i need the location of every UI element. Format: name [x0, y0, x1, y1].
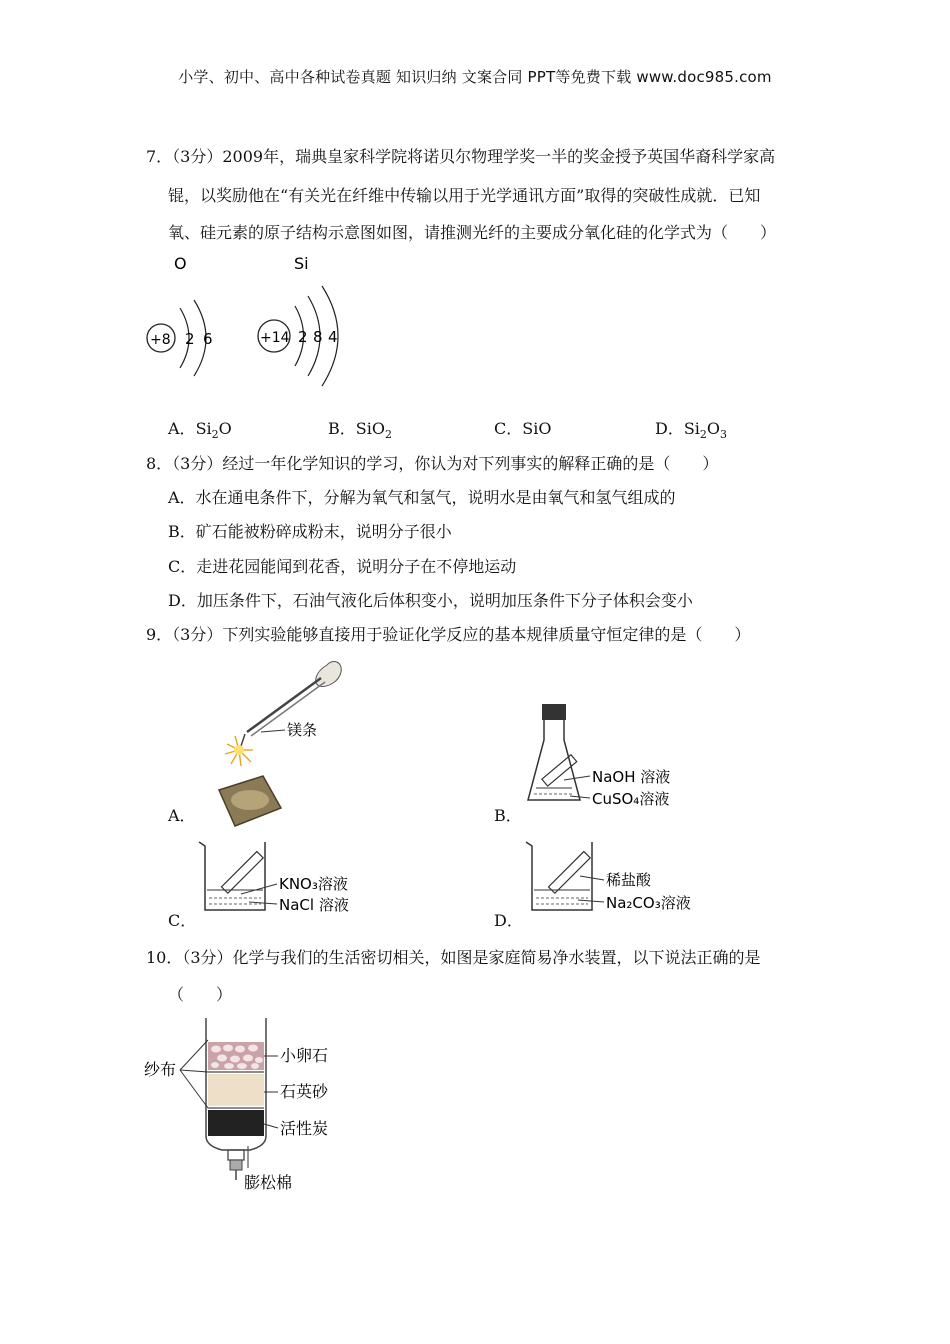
q9-option-a-letter: A． — [168, 806, 196, 825]
q7-option-b: B．SiO$_2$ — [328, 419, 392, 442]
gauze-label: 纱布 — [144, 1060, 177, 1079]
q7-line1: 7．（3分）2009年，瑞典皇家科学院将诺贝尔物理学奖一半的奖金授予英国华裔科学家高 — [146, 147, 776, 166]
q7-line2: 锟，以奖励他在“有关光在纤维中传输以用于光学通讯方面”取得的突破性成就．已知 — [168, 186, 761, 205]
q9-a-figure — [215, 650, 350, 830]
cotton-label: 膨松棉 — [244, 1173, 293, 1192]
water-purifier-figure — [140, 1018, 350, 1198]
si-shell-1-count: 2 — [298, 328, 308, 346]
q9-b-figure — [520, 700, 690, 810]
activated-carbon-label: 活性炭 — [280, 1119, 329, 1138]
atom-structure-diagram — [140, 250, 370, 390]
quartz-sand-layer — [208, 1074, 264, 1106]
bottle-neck — [228, 1150, 244, 1160]
o-shell-2-count: 6 — [203, 330, 213, 348]
q7-option-c: C．SiO — [494, 419, 552, 438]
q9-d-figure — [522, 836, 707, 918]
hand-shape — [316, 661, 342, 686]
q9-option-c-letter: C． — [168, 911, 197, 930]
page-header: 小学、初中、高中各种试卷真题 知识归纳 文案合同 PPT等免费下载 www.doc985.com — [178, 68, 772, 86]
activated-carbon-layer — [208, 1110, 264, 1136]
q8-option-c: C．走进花园能闻到花香，说明分子在不停地运动 — [168, 557, 517, 576]
si-shell-3-count: 4 — [328, 328, 338, 346]
q8-option-a: A．水在通电条件下，分解为氧气和氢气，说明水是由氧气和氢气组成的 — [168, 488, 676, 507]
o-nucleus-charge: +8 — [150, 332, 171, 348]
o-shell-1-count: 2 — [185, 330, 195, 348]
q8-stem: 8．（3分）经过一年化学知识的学习，你认为对下列事实的解释正确的是（ ） — [146, 454, 719, 473]
pebble-label: 小卵石 — [280, 1046, 329, 1065]
small-test-tube — [221, 851, 263, 893]
q8-option-d: D．加压条件下，石油气液化后体积变小，说明加压条件下分子体积会变小 — [168, 591, 693, 610]
q10-line2: （ ） — [168, 985, 233, 1004]
q9-stem: 9．（3分）下列实验能够直接用于验证化学反应的基本规律质量守恒定律的是（ ） — [146, 625, 751, 644]
stopper — [542, 704, 566, 720]
nacl-label: NaCl 溶液 — [279, 896, 349, 914]
si-label: Si — [294, 254, 309, 273]
q7-option-d: D．$Si_2O_3$ — [655, 419, 728, 442]
magnesium-ribbon-label: 镁条 — [287, 721, 318, 739]
naoh-label: NaOH 溶液 — [592, 768, 671, 786]
hcl-label: 稀盐酸 — [606, 871, 652, 889]
q10-line1: 10．（3分）化学与我们的生活密切相关，如图是家庭简易净水装置，以下说法正确的是 — [146, 948, 761, 967]
q9-option-b-letter: B． — [494, 806, 522, 825]
q7-option-a: A．$Si_2O$ — [168, 419, 232, 442]
na2co3-label: Na₂CO₃溶液 — [606, 894, 691, 912]
cuso4-label: CuSO₄溶液 — [592, 790, 670, 808]
si-nucleus-charge: +14 — [260, 330, 290, 346]
q9-c-figure — [195, 836, 375, 918]
q8-option-b: B．矿石能被粉碎成粉末，说明分子很小 — [168, 522, 452, 541]
cap — [230, 1160, 242, 1170]
q9-option-d-letter: D． — [494, 911, 523, 930]
kno3-label: KNO₃溶液 — [279, 875, 348, 893]
si-shell-2-count: 8 — [313, 328, 323, 346]
q7-line3: 氧、硅元素的原子结构示意图如图，请推测光纤的主要成分氧化硅的化学式为（ ） — [168, 223, 777, 242]
small-test-tube — [548, 851, 590, 893]
o-label: O — [174, 254, 187, 273]
quartz-sand-label: 石英砂 — [280, 1082, 329, 1101]
